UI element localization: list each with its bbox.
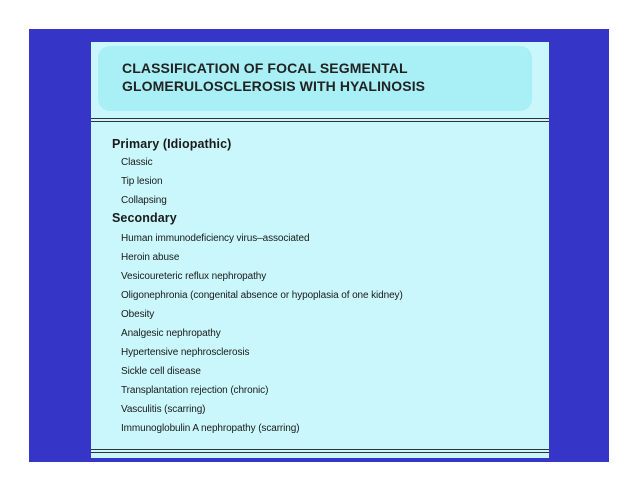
- list-item: Immunoglobulin A nephropathy (scarring): [121, 423, 300, 434]
- list-item: Human immunodeficiency virus–associated: [121, 233, 310, 244]
- section-heading-secondary: Secondary: [112, 211, 177, 225]
- bottom-rule-1: [91, 449, 549, 450]
- list-item: Obesity: [121, 309, 155, 320]
- list-item: Tip lesion: [121, 176, 163, 187]
- table-title: [122, 59, 425, 95]
- list-item: Transplantation rejection (chronic): [121, 385, 269, 396]
- bottom-rule-2: [91, 452, 549, 453]
- list-item: Vesicoureteric reflux nephropathy: [121, 271, 267, 282]
- list-item: Heroin abuse: [121, 252, 180, 263]
- list-item: Hypertensive nephrosclerosis: [121, 347, 250, 358]
- list-item: Vasculitis (scarring): [121, 404, 206, 415]
- top-rule-2: [91, 121, 549, 122]
- list-item: Collapsing: [121, 195, 167, 206]
- title-line-2: GLOMERULOSCLEROSIS WITH HYALINOSIS: [122, 78, 426, 94]
- list-item: Sickle cell disease: [121, 366, 201, 377]
- section-heading-primary: Primary (Idiopathic): [112, 137, 232, 151]
- list-item: Classic: [121, 157, 153, 168]
- list-item: Analgesic nephropathy: [121, 328, 221, 339]
- title-line-1: CLASSIFICATION OF FOCAL SEGMENTAL: [122, 60, 408, 76]
- top-rule-1: [91, 118, 549, 119]
- list-item: Oligonephronia (congenital absence or hypoplasia of one kidney): [121, 290, 403, 301]
